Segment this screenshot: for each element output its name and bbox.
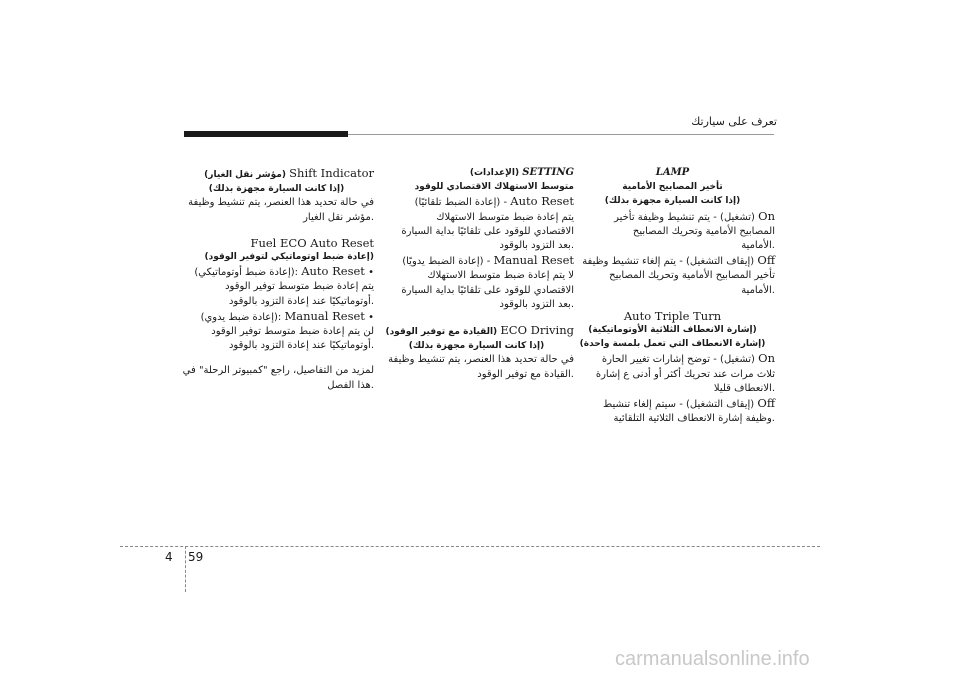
fe-auto-line-2: يتم إعادة ضبط متوسط توفير الوقود xyxy=(225,281,374,293)
footer-rule xyxy=(120,546,820,547)
lamp-off-line-1: Off (إيقاف التشغيل) - يتم إلغاء تنشيط وظيفة xyxy=(582,253,775,268)
att-off-line-1: Off (إيقاف التشغيل) - سيتم إلغاء تنشيط xyxy=(602,396,775,411)
lamp-on-label: On xyxy=(758,208,775,223)
auto-reset-label: Auto Reset xyxy=(510,194,574,209)
fuel-eco-title: Fuel ECO Auto Reset xyxy=(250,235,374,250)
att-on-line-1: On (تشغيل) - توضح إشارات تغيير الحارة xyxy=(601,351,775,366)
manual-reset-line-3: الاقتصادي للوقود على تلقائيًا بداية السيارة xyxy=(401,284,574,296)
eco-driving-label: ECO Driving xyxy=(500,323,574,338)
att-on-line-3: .الانعطاف قليلا xyxy=(713,382,775,394)
chapter-number: 4 xyxy=(165,550,173,564)
shift-indicator-title-line: Shift Indicator (مؤشر نقل الغيار) xyxy=(204,166,374,180)
fe-manual-line-1: • Manual Reset :(إعادة ضبط يدوي) xyxy=(200,308,374,323)
fe-manual-reset-label: Manual Reset xyxy=(284,308,365,323)
att-off-line-2: .وظيفة إشارة الانعطاف الثلاثية التلقائية xyxy=(613,413,775,425)
bullet-icon: • xyxy=(368,267,374,279)
column-right xyxy=(570,166,775,426)
fe-auto-reset-label: Auto Reset xyxy=(301,264,365,279)
eco-driving-title-line: ECO Driving (القيادة مع توفير الوقود) xyxy=(385,323,574,338)
page-number: 59 xyxy=(188,550,204,564)
att-condition-2: (إشارة الانعطاف التي تعمل بلمسة واحدة) xyxy=(579,339,766,350)
footer-divider xyxy=(185,546,186,592)
manual-reset-line-4: .بعد التزود بالوقود xyxy=(499,298,574,310)
column-left xyxy=(179,166,374,393)
watermark: carmanualsonline.info xyxy=(615,648,810,670)
lamp-off-line-2: تأخير المصابيح الأمامية وتحريك المصابيح xyxy=(609,270,775,282)
shift-indicator-label: Shift Indicator xyxy=(289,166,374,180)
fuel-eco-subtitle: (إعادة ضبط اوتوماتيكي لتوفير الوقود) xyxy=(204,252,374,263)
column-middle xyxy=(379,166,574,382)
si-condition: (إذا كانت السيارة مجهزة بذلك) xyxy=(208,184,345,195)
att-condition-1: (إشارة الانعطاف الثلاثية الأوتوماتيكية) xyxy=(588,325,757,336)
att-off-label: Off xyxy=(757,396,775,411)
si-line-1: في حالة تحديد هذا العنصر، يتم تنشيط وظيفة xyxy=(188,197,374,209)
manual-reset-line-2: لا يتم إعادة ضبط متوسط الاستهلاك xyxy=(427,270,574,282)
att-on-line-2: ثلاث مرات عند تحريك أكثر أو أدنى ع إشارة xyxy=(595,368,775,380)
eco-line-2: .القيادة مع توفير الوقود xyxy=(477,368,574,380)
lamp-on-line-3: .الأمامية xyxy=(741,240,775,252)
lamp-on-line-1: On (تشغيل) - يتم تنشيط وظيفة تأخير xyxy=(614,208,775,223)
bullet-icon: • xyxy=(368,311,374,323)
manual-reset-label: Manual Reset xyxy=(493,253,574,268)
fe-auto-line-1: • Auto Reset :(إعادة ضبط أوتوماتيكي) xyxy=(194,264,374,279)
note-line-2: .هذا الفصل xyxy=(327,379,374,391)
auto-reset-line-3: الاقتصادي للوقود على تلقائيًا بداية السيارة xyxy=(401,225,574,237)
lamp-subtitle: تأخير المصابيح الأمامية xyxy=(622,182,723,193)
lamp-off-line-3: .الأمامية xyxy=(741,284,775,296)
auto-reset-line-4: .بعد التزود بالوقود xyxy=(499,240,574,252)
lamp-condition: (إذا كانت السيارة مجهزة بذلك) xyxy=(604,196,741,207)
att-on-label: On xyxy=(758,351,775,366)
auto-reset-line-2: يتم إعادة ضبط متوسط الاستهلاك xyxy=(436,211,574,223)
setting-title-line: SETTING (الإعدادات) xyxy=(469,167,574,178)
note-line-1: لمزيد من التفاصيل، راجع "كمبيوتر الرحلة" في xyxy=(182,365,374,377)
header-rule-accent xyxy=(184,131,348,137)
fe-auto-line-3: .أوتوماتيكيًا عند إعادة التزود بالوقود xyxy=(228,295,374,307)
lamp-title: LAMP xyxy=(655,167,690,178)
auto-reset-line-1: Auto Reset - (إعادة الضبط تلقائيًا) xyxy=(414,194,574,209)
lamp-on-line-2: المصابيح الأمامية وتحريك المصابيح xyxy=(632,225,775,237)
lamp-off-label: Off xyxy=(757,253,775,268)
setting-title: SETTING xyxy=(522,167,574,178)
manual-reset-line-1: Manual Reset - (إعادة الضبط يدويًا) xyxy=(402,253,574,268)
eco-line-1: في حالة تحديد هذا العنصر، يتم تنشيط وظيفة xyxy=(388,354,574,366)
eco-condition: (إذا كانت السيارة مجهزة بذلك) xyxy=(408,341,545,352)
setting-subtitle: متوسط الاستهلاك الاقتصادي للوقود xyxy=(414,182,574,193)
auto-triple-turn-title: Auto Triple Turn xyxy=(623,308,722,323)
fe-manual-line-3: .أوتوماتيكيًا عند إعادة التزود بالوقود xyxy=(228,340,374,352)
page-header-title: تعرف على سيارتك xyxy=(691,115,777,128)
fe-manual-line-2: لن يتم إعادة ضبط متوسط توفير الوقود xyxy=(211,326,374,338)
si-line-2: .مؤشر نقل الغيار xyxy=(303,211,374,223)
